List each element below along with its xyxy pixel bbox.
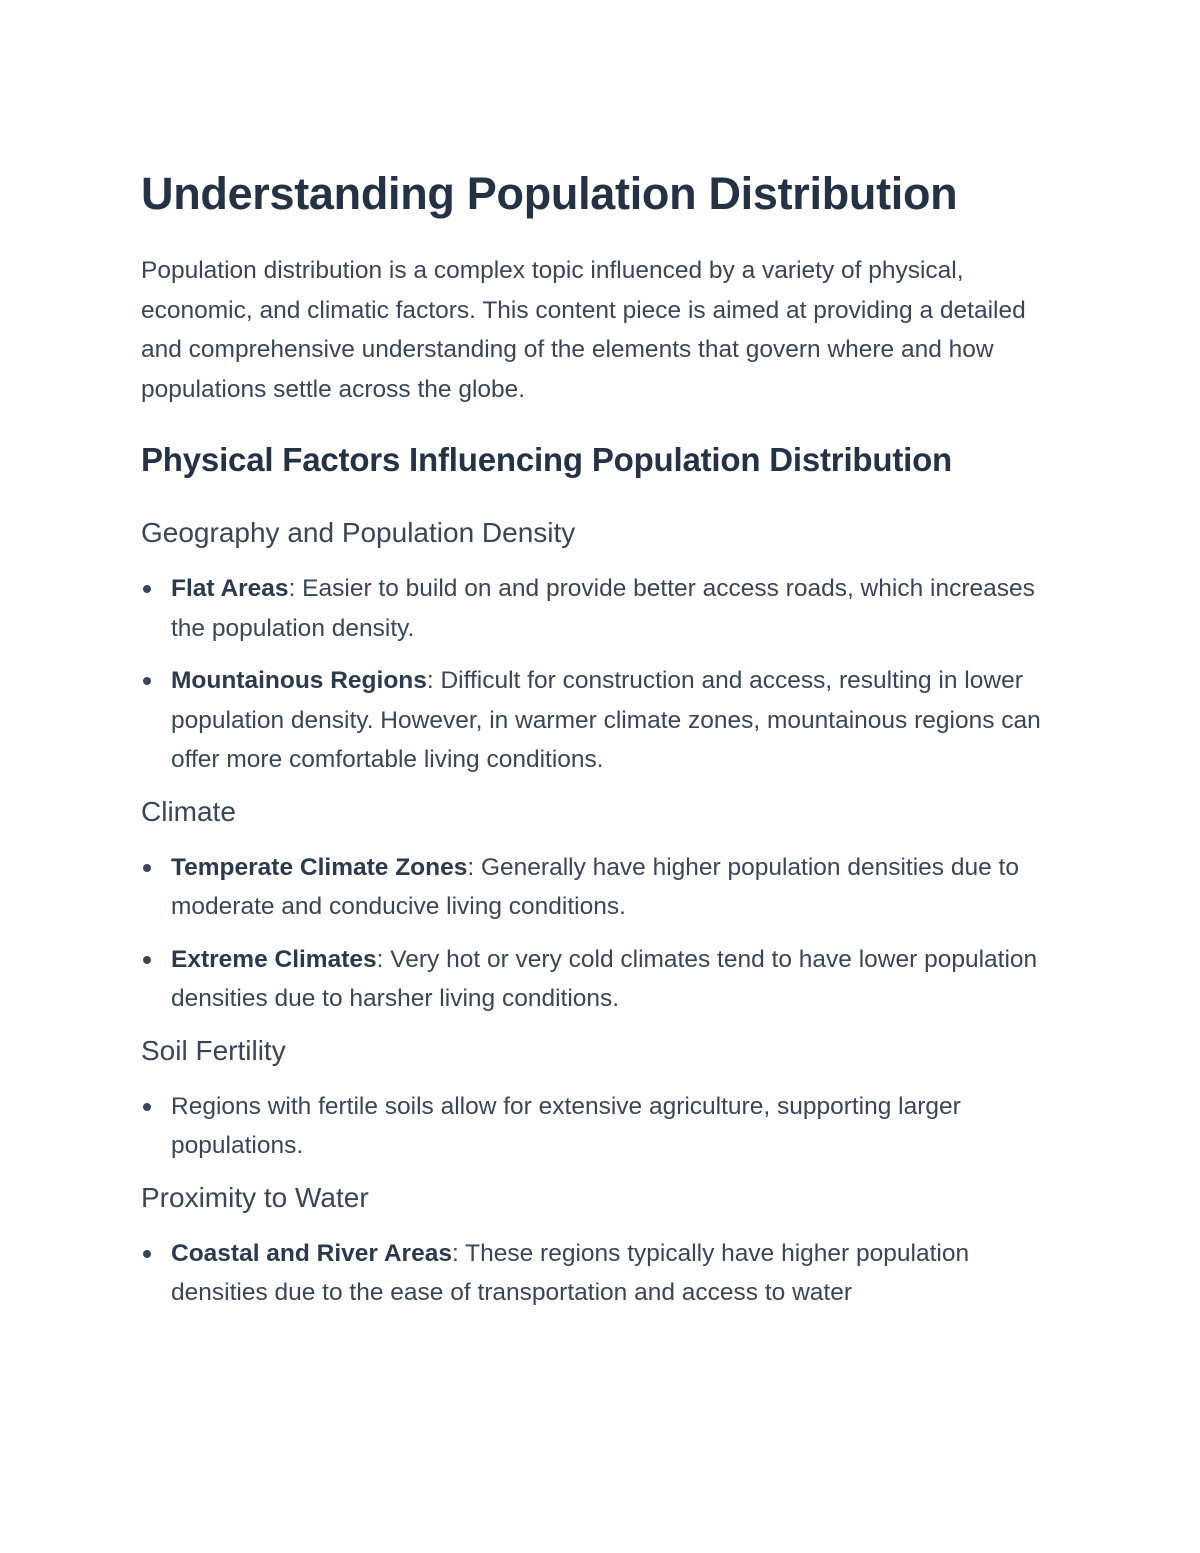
subsection-climate	[141, 792, 1071, 1019]
item-term: Flat Areas	[171, 575, 289, 602]
bullet-list	[141, 1087, 1071, 1166]
document-title: Understanding Population Distribution	[141, 168, 958, 219]
intro-paragraph: Population distribution is a complex topic influenced by a variety of physical, economic, and climatic factors. This content piece is aimed at providing a detailed and comprehensive understanding of the elements that govern where and how populations settle across the globe.	[141, 257, 1026, 403]
item-term: Mountainous Regions	[171, 667, 427, 694]
subsection-heading: Proximity to Water	[141, 1181, 369, 1213]
item-term: Extreme Climates	[171, 945, 377, 973]
subsection-geography	[141, 513, 1071, 780]
bullet-icon	[143, 1250, 151, 1258]
item-text: : Generally have higher population densities due to moderate and conducive living conditions.	[171, 853, 1019, 920]
list-item	[141, 1087, 1071, 1166]
item-term: Coastal and River Areas	[171, 1239, 452, 1267]
subsection-soil-fertility	[141, 1031, 1071, 1166]
bullet-icon	[143, 864, 151, 872]
bullet-list	[141, 569, 1071, 780]
item-text: Regions with fertile soils allow for extensive agriculture, supporting larger populations.	[171, 1092, 961, 1159]
subsection-heading: Geography and Population Density	[141, 517, 576, 548]
item-text: : Difficult for construction and access, resulting in lower population density. However, in warmer climate zones, mountainous regions can offer more comfortable living conditions.	[171, 667, 1041, 773]
bullet-icon	[143, 677, 151, 685]
list-item	[141, 569, 1071, 648]
bullet-icon	[143, 585, 151, 593]
bullet-icon	[143, 956, 151, 964]
subsection-heading: Climate	[141, 795, 236, 827]
bullet-icon	[143, 1103, 151, 1111]
item-text: : Easier to build on and provide better access roads, which increases the population density.	[171, 575, 1035, 642]
item-term: Temperate Climate Zones	[171, 853, 468, 881]
item-text: : These regions typically have higher population densities due to the ease of transportation and access to water	[171, 1239, 970, 1306]
subsection-proximity-water	[141, 1178, 1071, 1313]
document-page	[141, 165, 1071, 1313]
subsection-heading: Soil Fertility	[141, 1034, 286, 1066]
section-heading: Physical Factors Influencing Population Distribution	[141, 441, 953, 478]
list-item	[141, 661, 1071, 780]
bullet-list	[141, 848, 1071, 1019]
list-item	[141, 848, 1071, 927]
item-text: : Very hot or very cold climates tend to have lower population densities due to harsher living conditions.	[171, 945, 1038, 1012]
list-item	[141, 1234, 1071, 1313]
bullet-list	[141, 1234, 1071, 1313]
list-item	[141, 940, 1071, 1019]
